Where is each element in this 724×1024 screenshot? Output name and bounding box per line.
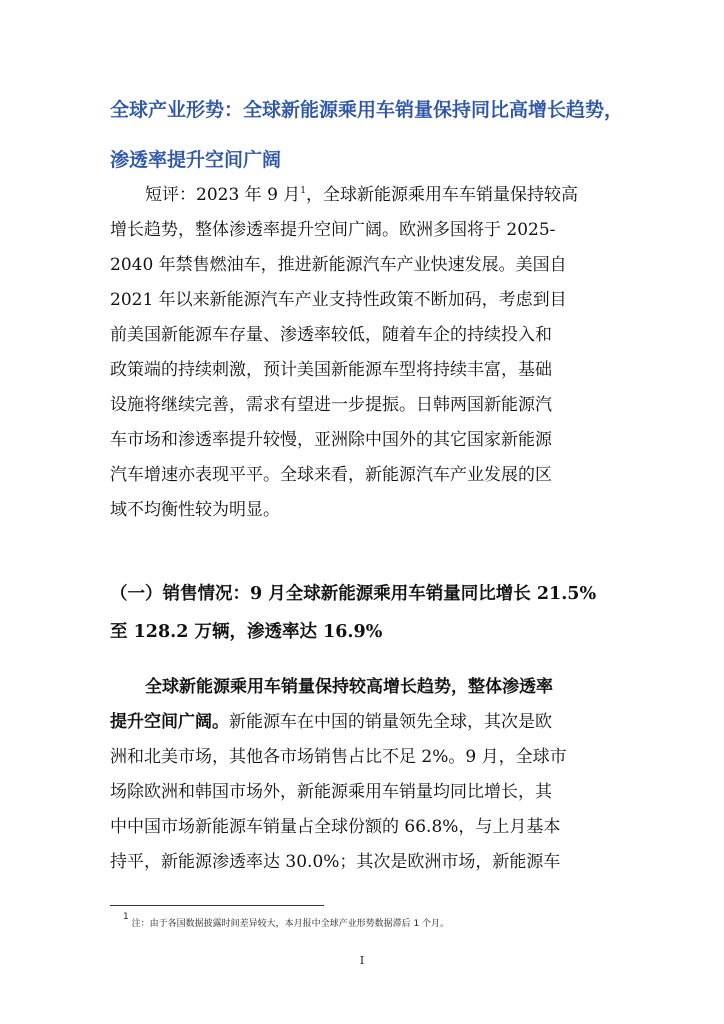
commentary-line: 域不均衡性较为明显。 <box>110 500 280 520</box>
section-heading-line-1: 全球产业形势：全球新能源乘用车销量保持同比高增长趋势， <box>110 99 624 121</box>
footnote-number: 1 <box>123 912 129 922</box>
footnote-text: 注：由于各国数据披露时间差异较大，本月报中全球产业形势数据滞后 1 个月。 <box>131 919 450 929</box>
subsection-body-line-2 <box>110 710 616 734</box>
footnote-separator <box>110 905 324 906</box>
commentary-line: 2021 年以来新能源汽车产业支持性政策不断加码，考虑到目 <box>110 290 567 310</box>
commentary-line: 设施将继续完善，需求有望进一步提振。日韩两国新能源汽 <box>110 395 552 415</box>
page-number: I <box>359 954 365 967</box>
commentary-line: 汽车增速亦表现平平。全球来看，新能源汽车产业发展的区 <box>110 465 552 485</box>
subsection-body-lead: 全球新能源乘用车销量保持较高增长趋势，整体渗透率 <box>145 677 553 697</box>
subsection-title-line-1: （一）销售情况：9 月全球新能源乘用车销量同比增长 21.5% <box>110 584 597 604</box>
subsection-body-lead-end: 提升空间广阔。 <box>110 712 229 732</box>
commentary-line: 2040 年禁售燃油车，推进新能源汽车产业快速发展。美国自 <box>110 255 567 275</box>
subsection-body-line: 场除欧洲和韩国市场外，新能源乘用车销量均同比增长，其 <box>110 782 552 802</box>
commentary-line: 车市场和渗透率提升较慢，亚洲除中国外的其它国家新能源 <box>110 430 552 450</box>
commentary-line: 政策端的持续刺激，预计美国新能源车型将持续丰富，基础 <box>110 360 552 380</box>
subsection-title-line-2: 至 128.2 万辆，渗透率达 16.9% <box>110 622 383 642</box>
subsection-body-line: 持平，新能源渗透率达 30.0%；其次是欧洲市场，新能源车 <box>110 852 561 872</box>
subsection-body-line: 洲和北美市场，其他各市场销售占比不足 2%。9 月，全球市 <box>110 747 567 767</box>
section-heading-line-2: 渗透率提升空间广阔 <box>110 149 282 171</box>
subsection-body-line: 中中国市场新能源车销量占全球份额的 66.8%，与上月基本 <box>110 817 561 837</box>
footnote <box>123 912 450 930</box>
commentary-line-1 <box>145 183 651 207</box>
commentary-line-1-pre: 短评：2023 年 9 月 <box>145 185 301 205</box>
commentary-line-1-post: ，全球新能源乘用车车销量保持较高 <box>306 185 579 205</box>
commentary-line: 增长趋势，整体渗透率提升空间广阔。欧洲多国将于 2025- <box>110 220 556 240</box>
commentary-line: 前美国新能源车存量、渗透率较低，随着车企的持续投入和 <box>110 325 552 345</box>
subsection-body-line-2-rest: 新能源车在中国的销量领先全球，其次是欧 <box>229 712 552 732</box>
footnote-reference: 1 <box>300 186 307 196</box>
